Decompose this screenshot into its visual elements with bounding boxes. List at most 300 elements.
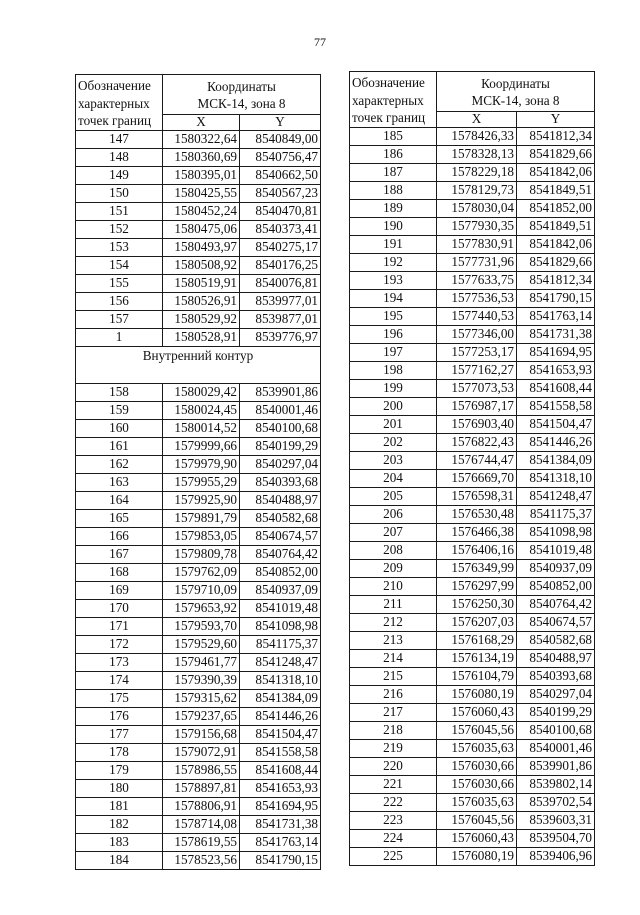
y-coordinate: 8539504,70 xyxy=(517,829,595,847)
point-number: 200 xyxy=(350,397,437,415)
point-number: 220 xyxy=(350,757,437,775)
table-row xyxy=(350,163,595,181)
table-row xyxy=(350,235,595,253)
table-row xyxy=(76,689,321,707)
table-row xyxy=(350,793,595,811)
y-coordinate: 8540852,00 xyxy=(517,577,595,595)
x-coordinate: 1577073,53 xyxy=(437,379,517,397)
x-coordinate: 1576060,43 xyxy=(437,829,517,847)
x-coordinate: 1579593,70 xyxy=(163,617,240,635)
table-row xyxy=(76,617,321,635)
table-row xyxy=(350,181,595,199)
table-row xyxy=(350,451,595,469)
table-row xyxy=(76,779,321,797)
table-row xyxy=(350,523,595,541)
point-number: 208 xyxy=(350,541,437,559)
x-coordinate: 1579853,05 xyxy=(163,527,240,545)
x-coordinate: 1576035,63 xyxy=(437,793,517,811)
x-coordinate: 1580024,45 xyxy=(163,401,240,419)
table-row xyxy=(76,238,321,256)
x-coordinate: 1579653,92 xyxy=(163,599,240,617)
y-coordinate: 8541812,34 xyxy=(517,271,595,289)
point-number: 154 xyxy=(76,256,163,274)
x-coordinate: 1579315,62 xyxy=(163,689,240,707)
y-coordinate: 8540937,09 xyxy=(240,581,321,599)
point-number: 195 xyxy=(350,307,437,325)
y-coordinate: 8541558,58 xyxy=(240,743,321,761)
table-row xyxy=(350,775,595,793)
y-coordinate: 8540393,68 xyxy=(517,667,595,685)
table-row xyxy=(76,743,321,761)
x-coordinate: 1576598,31 xyxy=(437,487,517,505)
point-number: 222 xyxy=(350,793,437,811)
y-coordinate: 8540100,68 xyxy=(240,419,321,437)
x-header: X xyxy=(437,111,517,127)
table-row xyxy=(350,217,595,235)
coordinates-table-left xyxy=(75,74,321,870)
point-number: 158 xyxy=(76,383,163,401)
table-row xyxy=(76,166,321,184)
y-coordinate: 8540764,42 xyxy=(240,545,321,563)
point-number: 167 xyxy=(76,545,163,563)
y-coordinate: 8541829,66 xyxy=(517,253,595,271)
table-row xyxy=(350,649,595,667)
table-row xyxy=(76,274,321,292)
y-coordinate: 8540076,81 xyxy=(240,274,321,292)
table-row xyxy=(350,559,595,577)
y-coordinate: 8541384,09 xyxy=(517,451,595,469)
y-coordinate: 8541842,06 xyxy=(517,163,595,181)
y-coordinate: 8540488,97 xyxy=(240,491,321,509)
table-row xyxy=(350,361,595,379)
point-number: 164 xyxy=(76,491,163,509)
table-row xyxy=(350,631,595,649)
x-header: X xyxy=(163,114,240,130)
x-coordinate: 1576297,99 xyxy=(437,577,517,595)
x-coordinate: 1578523,56 xyxy=(163,851,240,869)
point-number: 166 xyxy=(76,527,163,545)
table-row xyxy=(350,145,595,163)
y-coordinate: 8541098,98 xyxy=(240,617,321,635)
x-coordinate: 1579999,66 xyxy=(163,437,240,455)
table-row xyxy=(76,256,321,274)
table-row xyxy=(350,685,595,703)
point-number: 156 xyxy=(76,292,163,310)
table-row xyxy=(350,433,595,451)
table-row xyxy=(350,829,595,847)
x-coordinate: 1578328,13 xyxy=(437,145,517,163)
table-row xyxy=(350,343,595,361)
table-row xyxy=(76,184,321,202)
point-number: 178 xyxy=(76,743,163,761)
point-number: 210 xyxy=(350,577,437,595)
x-coordinate: 1576406,16 xyxy=(437,541,517,559)
y-coordinate: 8539406,96 xyxy=(517,847,595,865)
point-number: 218 xyxy=(350,721,437,739)
table-row xyxy=(76,707,321,725)
x-coordinate: 1576168,29 xyxy=(437,631,517,649)
x-coordinate: 1577830,91 xyxy=(437,235,517,253)
x-coordinate: 1576045,56 xyxy=(437,811,517,829)
table-row xyxy=(76,599,321,617)
table-row xyxy=(76,815,321,833)
y-coordinate: 8541318,10 xyxy=(240,671,321,689)
y-coordinate: 8540488,97 xyxy=(517,649,595,667)
y-coordinate: 8541842,06 xyxy=(517,235,595,253)
y-coordinate: 8540674,57 xyxy=(517,613,595,631)
table-row xyxy=(76,527,321,545)
point-number: 219 xyxy=(350,739,437,757)
x-coordinate: 1577536,53 xyxy=(437,289,517,307)
table-row xyxy=(76,328,321,346)
y-coordinate: 8541852,00 xyxy=(517,199,595,217)
x-coordinate: 1580493,97 xyxy=(163,238,240,256)
y-coordinate: 8541098,98 xyxy=(517,523,595,541)
x-coordinate: 1578030,04 xyxy=(437,199,517,217)
point-number: 168 xyxy=(76,563,163,581)
y-coordinate: 8541019,48 xyxy=(240,599,321,617)
table-row xyxy=(76,455,321,473)
point-number: 206 xyxy=(350,505,437,523)
point-number: 216 xyxy=(350,685,437,703)
point-number: 150 xyxy=(76,184,163,202)
point-number: 198 xyxy=(350,361,437,379)
x-coordinate: 1576530,48 xyxy=(437,505,517,523)
point-number: 174 xyxy=(76,671,163,689)
point-number: 224 xyxy=(350,829,437,847)
x-coordinate: 1576207,03 xyxy=(437,613,517,631)
point-number: 199 xyxy=(350,379,437,397)
y-coordinate: 8541694,95 xyxy=(240,797,321,815)
page-number: 77 xyxy=(314,35,326,49)
point-number: 160 xyxy=(76,419,163,437)
point-number: 149 xyxy=(76,166,163,184)
table-row xyxy=(350,541,595,559)
x-coordinate: 1576744,47 xyxy=(437,451,517,469)
coords-title-line: МСК-14, зона 8 xyxy=(197,95,286,111)
table-row xyxy=(76,202,321,220)
y-coordinate: 8540176,25 xyxy=(240,256,321,274)
point-number: 193 xyxy=(350,271,437,289)
coordinates-header xyxy=(437,72,595,112)
x-coordinate: 1576903,40 xyxy=(437,415,517,433)
table-row xyxy=(76,761,321,779)
table-row xyxy=(350,325,595,343)
point-number: 209 xyxy=(350,559,437,577)
y-coordinate: 8541608,44 xyxy=(240,761,321,779)
table-row xyxy=(350,577,595,595)
x-coordinate: 1576080,19 xyxy=(437,847,517,865)
x-coordinate: 1580029,42 xyxy=(163,383,240,401)
point-number: 163 xyxy=(76,473,163,491)
point-number: 207 xyxy=(350,523,437,541)
y-coordinate: 8539802,14 xyxy=(517,775,595,793)
y-coordinate: 8541019,48 xyxy=(517,541,595,559)
table-row xyxy=(76,310,321,328)
x-coordinate: 1580322,64 xyxy=(163,130,240,148)
x-coordinate: 1580519,91 xyxy=(163,274,240,292)
y-coordinate: 8541829,66 xyxy=(517,145,595,163)
x-coordinate: 1580452,24 xyxy=(163,202,240,220)
y-coordinate: 8540849,00 xyxy=(240,130,321,148)
x-coordinate: 1577346,00 xyxy=(437,325,517,343)
point-number: 155 xyxy=(76,274,163,292)
y-coordinate: 8539776,97 xyxy=(240,328,321,346)
y-coordinate: 8540199,29 xyxy=(240,437,321,455)
table-row xyxy=(350,721,595,739)
table-row xyxy=(350,739,595,757)
y-coordinate: 8541558,58 xyxy=(517,397,595,415)
y-coordinate: 8541504,47 xyxy=(517,415,595,433)
x-coordinate: 1576669,70 xyxy=(437,469,517,487)
x-coordinate: 1576080,19 xyxy=(437,685,517,703)
y-coordinate: 8541446,26 xyxy=(240,707,321,725)
y-coordinate: 8541790,15 xyxy=(517,289,595,307)
table-row xyxy=(350,703,595,721)
y-coordinate: 8541653,93 xyxy=(240,779,321,797)
x-coordinate: 1579529,60 xyxy=(163,635,240,653)
table-row xyxy=(76,851,321,869)
y-coordinate: 8540297,04 xyxy=(517,685,595,703)
x-coordinate: 1577162,27 xyxy=(437,361,517,379)
point-number: 170 xyxy=(76,599,163,617)
point-number: 182 xyxy=(76,815,163,833)
x-coordinate: 1580014,52 xyxy=(163,419,240,437)
y-header: Y xyxy=(517,111,595,127)
coords-title-line: МСК-14, зона 8 xyxy=(471,92,560,108)
table-row xyxy=(76,797,321,815)
y-coordinate: 8540852,00 xyxy=(240,563,321,581)
x-coordinate: 1580475,06 xyxy=(163,220,240,238)
table-row xyxy=(350,289,595,307)
y-coordinate: 8539603,31 xyxy=(517,811,595,829)
point-number: 153 xyxy=(76,238,163,256)
x-coordinate: 1579762,09 xyxy=(163,563,240,581)
x-coordinate: 1576104,79 xyxy=(437,667,517,685)
table-row xyxy=(76,635,321,653)
x-coordinate: 1578986,55 xyxy=(163,761,240,779)
y-coordinate: 8540582,68 xyxy=(240,509,321,527)
table-row xyxy=(76,437,321,455)
x-coordinate: 1577930,35 xyxy=(437,217,517,235)
y-coordinate: 8541248,47 xyxy=(517,487,595,505)
y-coordinate: 8541763,14 xyxy=(517,307,595,325)
y-coordinate: 8541790,15 xyxy=(240,851,321,869)
y-coordinate: 8540275,17 xyxy=(240,238,321,256)
y-coordinate: 8541318,10 xyxy=(517,469,595,487)
table-row xyxy=(350,613,595,631)
x-coordinate: 1578806,91 xyxy=(163,797,240,815)
table-row xyxy=(350,379,595,397)
coordinates-header xyxy=(163,75,321,115)
table-row xyxy=(76,509,321,527)
point-rows xyxy=(350,127,595,865)
y-coordinate: 8540674,57 xyxy=(240,527,321,545)
x-coordinate: 1578229,18 xyxy=(437,163,517,181)
y-coordinate: 8539877,01 xyxy=(240,310,321,328)
x-coordinate: 1579955,29 xyxy=(163,473,240,491)
y-coordinate: 8541731,38 xyxy=(517,325,595,343)
table-row xyxy=(350,469,595,487)
table-row xyxy=(76,491,321,509)
point-number: 165 xyxy=(76,509,163,527)
y-coordinate: 8540582,68 xyxy=(517,631,595,649)
x-coordinate: 1576250,30 xyxy=(437,595,517,613)
point-number: 162 xyxy=(76,455,163,473)
y-coordinate: 8539702,54 xyxy=(517,793,595,811)
table-row xyxy=(76,419,321,437)
y-coordinate: 8540937,09 xyxy=(517,559,595,577)
x-coordinate: 1580529,92 xyxy=(163,310,240,328)
y-coordinate: 8541653,93 xyxy=(517,361,595,379)
point-number: 215 xyxy=(350,667,437,685)
table-row xyxy=(76,581,321,599)
x-coordinate: 1577633,75 xyxy=(437,271,517,289)
table-row xyxy=(76,383,321,401)
y-coordinate: 8540764,42 xyxy=(517,595,595,613)
point-number: 190 xyxy=(350,217,437,235)
outer-contour-rows xyxy=(76,130,321,346)
y-coordinate: 8541812,34 xyxy=(517,127,595,145)
x-coordinate: 1576822,43 xyxy=(437,433,517,451)
y-coordinate: 8541731,38 xyxy=(240,815,321,833)
y-coordinate: 8541504,47 xyxy=(240,725,321,743)
table-row xyxy=(76,220,321,238)
x-coordinate: 1577731,96 xyxy=(437,253,517,271)
table-row xyxy=(76,292,321,310)
point-number: 147 xyxy=(76,130,163,148)
point-number: 181 xyxy=(76,797,163,815)
x-coordinate: 1580508,92 xyxy=(163,256,240,274)
x-coordinate: 1579156,68 xyxy=(163,725,240,743)
x-coordinate: 1580395,01 xyxy=(163,166,240,184)
x-coordinate: 1579237,65 xyxy=(163,707,240,725)
table-row xyxy=(350,811,595,829)
table-row xyxy=(350,487,595,505)
y-coordinate: 8541384,09 xyxy=(240,689,321,707)
point-number: 197 xyxy=(350,343,437,361)
point-label-line: точек границ xyxy=(352,110,426,125)
point-number: 191 xyxy=(350,235,437,253)
y-coordinate: 8541175,37 xyxy=(517,505,595,523)
point-label-header xyxy=(76,75,163,131)
table-row xyxy=(350,397,595,415)
point-number: 213 xyxy=(350,631,437,649)
point-number: 203 xyxy=(350,451,437,469)
table-row xyxy=(350,271,595,289)
table-row xyxy=(76,148,321,166)
y-coordinate: 8541763,14 xyxy=(240,833,321,851)
point-number: 187 xyxy=(350,163,437,181)
table-row xyxy=(76,130,321,148)
x-coordinate: 1576030,66 xyxy=(437,757,517,775)
point-number: 204 xyxy=(350,469,437,487)
y-coordinate: 8540001,46 xyxy=(240,401,321,419)
point-number: 217 xyxy=(350,703,437,721)
point-number: 151 xyxy=(76,202,163,220)
point-number: 221 xyxy=(350,775,437,793)
point-number: 161 xyxy=(76,437,163,455)
y-coordinate: 8540393,68 xyxy=(240,473,321,491)
inner-contour-rows xyxy=(76,383,321,869)
point-number: 192 xyxy=(350,253,437,271)
point-number: 189 xyxy=(350,199,437,217)
y-coordinate: 8540567,23 xyxy=(240,184,321,202)
y-coordinate: 8539901,86 xyxy=(240,383,321,401)
point-number: 176 xyxy=(76,707,163,725)
y-coordinate: 8540470,81 xyxy=(240,202,321,220)
point-number: 177 xyxy=(76,725,163,743)
x-coordinate: 1580360,69 xyxy=(163,148,240,166)
table-row xyxy=(76,563,321,581)
table-row xyxy=(350,847,595,865)
x-coordinate: 1579979,90 xyxy=(163,455,240,473)
x-coordinate: 1580526,91 xyxy=(163,292,240,310)
x-coordinate: 1579390,39 xyxy=(163,671,240,689)
table-row xyxy=(350,415,595,433)
x-coordinate: 1578129,73 xyxy=(437,181,517,199)
x-coordinate: 1579461,77 xyxy=(163,653,240,671)
point-number: 157 xyxy=(76,310,163,328)
x-coordinate: 1580528,91 xyxy=(163,328,240,346)
x-coordinate: 1578897,81 xyxy=(163,779,240,797)
x-coordinate: 1579925,90 xyxy=(163,491,240,509)
x-coordinate: 1578426,33 xyxy=(437,127,517,145)
y-coordinate: 8539901,86 xyxy=(517,757,595,775)
x-coordinate: 1576060,43 xyxy=(437,703,517,721)
x-coordinate: 1578619,55 xyxy=(163,833,240,851)
point-number: 175 xyxy=(76,689,163,707)
point-number: 202 xyxy=(350,433,437,451)
point-number: 184 xyxy=(76,851,163,869)
point-number: 148 xyxy=(76,148,163,166)
coordinates-table-right xyxy=(349,71,595,866)
y-coordinate: 8540756,47 xyxy=(240,148,321,166)
point-label-header xyxy=(350,72,437,128)
y-coordinate: 8539977,01 xyxy=(240,292,321,310)
x-coordinate: 1576045,56 xyxy=(437,721,517,739)
y-coordinate: 8540100,68 xyxy=(517,721,595,739)
x-coordinate: 1576349,99 xyxy=(437,559,517,577)
point-number: 1 xyxy=(76,328,163,346)
x-coordinate: 1576466,38 xyxy=(437,523,517,541)
x-coordinate: 1577253,17 xyxy=(437,343,517,361)
y-coordinate: 8540662,50 xyxy=(240,166,321,184)
section-title-inner-contour: Внутренний контур xyxy=(76,346,321,383)
x-coordinate: 1576987,17 xyxy=(437,397,517,415)
x-coordinate: 1576035,63 xyxy=(437,739,517,757)
table-row xyxy=(350,199,595,217)
table-row xyxy=(350,253,595,271)
table-row xyxy=(76,725,321,743)
table-row xyxy=(76,401,321,419)
y-coordinate: 8541175,37 xyxy=(240,635,321,653)
point-number: 223 xyxy=(350,811,437,829)
table-row xyxy=(76,653,321,671)
coords-title-line: Координаты xyxy=(207,78,276,94)
point-number: 194 xyxy=(350,289,437,307)
x-coordinate: 1578714,08 xyxy=(163,815,240,833)
point-number: 180 xyxy=(76,779,163,797)
y-coordinate: 8541446,26 xyxy=(517,433,595,451)
x-coordinate: 1579891,79 xyxy=(163,509,240,527)
point-number: 159 xyxy=(76,401,163,419)
x-coordinate: 1579072,91 xyxy=(163,743,240,761)
section-row xyxy=(76,346,321,383)
y-header: Y xyxy=(240,114,321,130)
point-number: 205 xyxy=(350,487,437,505)
point-number: 201 xyxy=(350,415,437,433)
